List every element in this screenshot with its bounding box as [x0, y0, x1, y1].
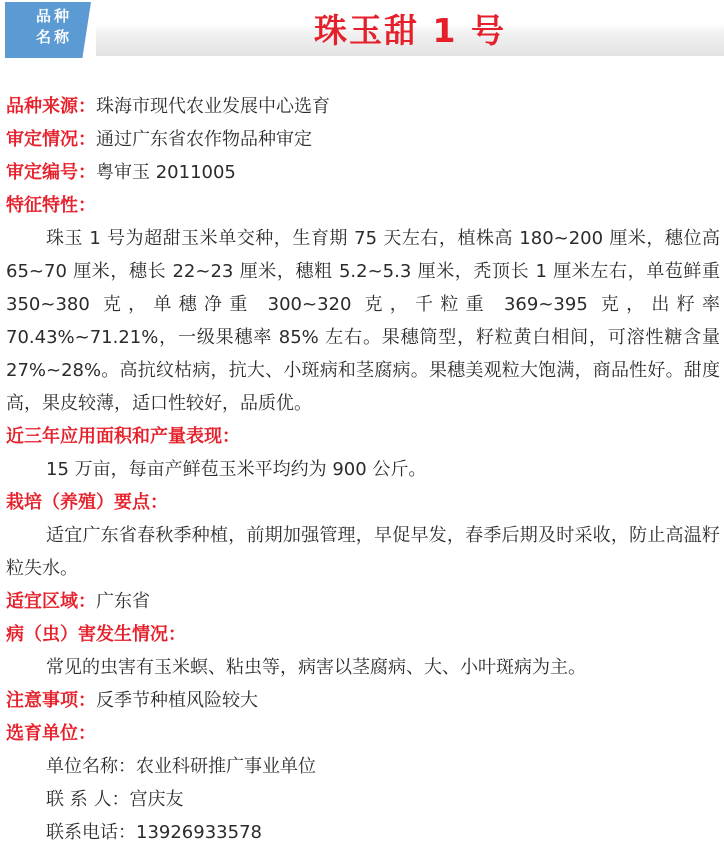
breeder-phone-value: 13926933578 [136, 822, 262, 843]
cultivation-heading-row [6, 486, 720, 519]
breeder-unit-label: 单位名称： [46, 756, 136, 777]
breeder-phone-row [6, 816, 720, 849]
cultivation-label: 栽培（养殖）要点： [6, 492, 168, 513]
breeder-phone-label: 联系电话： [46, 822, 136, 843]
traits-paragraph: 珠玉 1 号为超甜玉米单交种，生育期 75 天左右，植株高 180~200 厘米，穗位高 65~70 厘米，穗长 22~23 厘米，穗粗 5.2~5.3 厘米，秃顶长 1 厘米左右，单苞鲜重 350~380 克，单穗净重 300~320 克，千粒重 369~395 克，出籽率 70.43%~71.21%，一级果穗率 85% 左右。果穗筒型，籽粒黄白相间，可溶性糖含量 27%~28%。高抗纹枯病，抗大、小斑病和茎腐病。果穗美观粒大饱满，商品性好。甜度高，果皮较薄，适口性较好，品质优。 [6, 228, 720, 414]
pests-paragraph: 常见的虫害有玉米螟、粘虫等，病害以茎腐病、大、小叶斑病为主。 [46, 657, 586, 678]
source-value: 珠海市现代农业发展中心选育 [96, 96, 330, 117]
breeder-label: 选育单位： [6, 723, 96, 744]
breeder-unit-value: 农业科研推广事业单位 [136, 756, 316, 777]
approval-label: 审定情况： [6, 129, 96, 150]
pests-label: 病（虫）害发生情况： [6, 624, 186, 645]
approval-value: 通过广东省农作物品种审定 [96, 129, 312, 150]
region-row [6, 585, 720, 618]
badge-line-1: 品种 [35, 7, 72, 25]
region-value: 广东省 [96, 591, 150, 612]
page-header [0, 0, 724, 60]
source-label: 品种来源： [6, 96, 96, 117]
traits-label: 特征特性： [6, 195, 96, 216]
variety-title: 珠玉甜 1 号 [314, 11, 506, 50]
breeder-heading-row [6, 717, 720, 750]
cultivation-paragraph: 适宜广东省春秋季种植，前期加强管理，早促早发，春季后期及时采收，防止高温籽粒失水。 [6, 525, 720, 579]
notes-value: 反季节种植风险较大 [96, 690, 258, 711]
approval-number-value: 粤审玉 2011005 [96, 162, 236, 183]
breeder-contact-row [6, 783, 720, 816]
badge-line-2: 名称 [35, 28, 72, 46]
application-heading-row [6, 420, 720, 453]
notes-label: 注意事项： [6, 690, 96, 711]
pests-heading-row [6, 618, 720, 651]
document-body [6, 90, 720, 849]
breeder-contact-label: 联 系 人： [46, 789, 130, 810]
application-paragraph: 15 万亩，每亩产鲜苞玉米平均约为 900 公斤。 [46, 459, 427, 480]
approval-row [6, 123, 720, 156]
badge-text [28, 6, 80, 48]
application-label: 近三年应用面积和产量表现： [6, 426, 240, 447]
approval-number-row [6, 156, 720, 189]
approval-number-label: 审定编号： [6, 162, 96, 183]
region-label: 适宜区域： [6, 591, 96, 612]
source-row [6, 90, 720, 123]
breeder-contact-value: 宫庆友 [129, 789, 184, 810]
traits-heading-row [6, 189, 720, 222]
notes-row [6, 684, 720, 717]
breeder-unit-row [6, 750, 720, 783]
